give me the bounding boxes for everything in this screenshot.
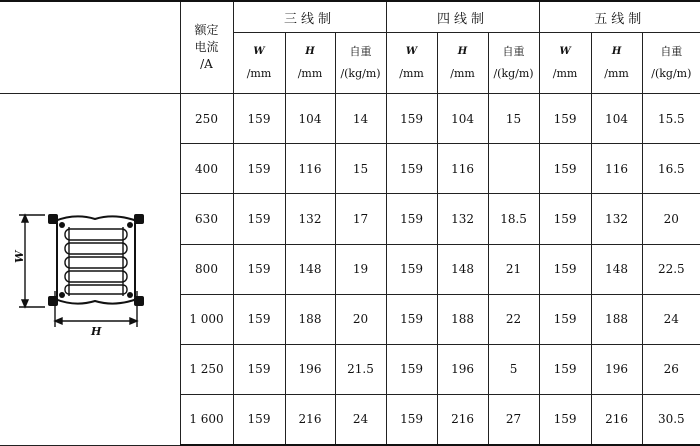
value-cell-five-wire-width: 159 <box>539 244 591 294</box>
value-cell-three-wire-weight: 21.5 <box>335 344 386 394</box>
value-cell-three-wire-weight: 17 <box>335 194 386 244</box>
subheader-unit: /mm <box>450 67 475 81</box>
value-cell-five-wire-weight: 24 <box>642 294 700 344</box>
value-cell-five-wire-height: 148 <box>591 244 642 294</box>
value-cell-four-wire-weight: 27 <box>488 394 539 445</box>
subheader-symbol: W <box>559 46 571 58</box>
subheader-unit: /mm <box>246 67 272 81</box>
value-cell-five-wire-weight: 22.5 <box>642 244 700 294</box>
rated-current-line-2: 电流 <box>194 40 219 55</box>
value-cell-three-wire-height: 104 <box>285 94 335 144</box>
table-row <box>0 94 700 144</box>
value-cell-five-wire-height: 216 <box>591 394 642 445</box>
subheader-symbol: H <box>305 46 315 58</box>
value-cell-three-wire-width: 159 <box>233 294 285 344</box>
subheader-five-wire-height <box>591 33 642 94</box>
value-cell-five-wire-weight: 16.5 <box>642 144 700 194</box>
figure-label-w: W <box>12 250 26 264</box>
value-cell-three-wire-height: 132 <box>285 194 335 244</box>
value-cell-three-wire-height: 188 <box>285 294 335 344</box>
value-cell-five-wire-height: 196 <box>591 344 642 394</box>
busway-section-figure <box>0 94 180 445</box>
value-cell-four-wire-width: 159 <box>386 294 437 344</box>
subheader-four-wire-width <box>386 33 437 94</box>
rated-current-cell: 800 <box>180 244 233 294</box>
value-cell-four-wire-height: 104 <box>437 94 488 144</box>
subheader-three-wire-width <box>233 33 285 94</box>
value-cell-four-wire-weight: 22 <box>488 294 539 344</box>
value-cell-three-wire-width: 159 <box>233 144 285 194</box>
value-cell-three-wire-weight: 20 <box>335 294 386 344</box>
subheader-unit: /mm <box>604 67 629 81</box>
value-cell-four-wire-height: 132 <box>437 194 488 244</box>
value-cell-three-wire-weight: 19 <box>335 244 386 294</box>
value-cell-four-wire-width: 159 <box>386 394 437 445</box>
subheader-four-wire-weight <box>488 33 539 94</box>
subheader-unit: /(kg/m) <box>340 67 381 81</box>
figure-header-blank <box>0 1 180 94</box>
value-cell-five-wire-height: 104 <box>591 94 642 144</box>
value-cell-five-wire-width: 159 <box>539 94 591 144</box>
rated-current-cell: 250 <box>180 94 233 144</box>
group-header-three-wire: 三线制 <box>233 1 386 33</box>
subheader-three-wire-height <box>285 33 335 94</box>
value-cell-three-wire-width: 159 <box>233 344 285 394</box>
value-cell-three-wire-width: 159 <box>233 244 285 294</box>
subheader-unit: /mm <box>297 67 323 81</box>
rated-current-cell: 400 <box>180 144 233 194</box>
value-cell-four-wire-width: 159 <box>386 194 437 244</box>
value-cell-three-wire-width: 159 <box>233 94 285 144</box>
subheader-symbol: 自重 <box>349 45 372 59</box>
subheader-symbol: 自重 <box>502 45 525 59</box>
value-cell-four-wire-width: 159 <box>386 344 437 394</box>
subheader-unit: /(kg/m) <box>493 67 534 81</box>
rated-current-line-3: /A <box>200 57 213 72</box>
rated-current-line-1: 额定 <box>194 23 219 38</box>
subheader-five-wire-width <box>539 33 591 94</box>
rated-current-cell: 1 000 <box>180 294 233 344</box>
rated-current-cell: 1 250 <box>180 344 233 394</box>
value-cell-five-wire-height: 116 <box>591 144 642 194</box>
value-cell-four-wire-weight: 21 <box>488 244 539 294</box>
value-cell-five-wire-width: 159 <box>539 144 591 194</box>
value-cell-four-wire-height: 116 <box>437 144 488 194</box>
value-cell-five-wire-weight: 15.5 <box>642 94 700 144</box>
rated-current-cell: 630 <box>180 194 233 244</box>
figure-label-h: H <box>90 325 102 339</box>
spec-table-body <box>0 94 700 445</box>
subheader-symbol: H <box>611 46 622 58</box>
rated-current-cell: 1 600 <box>180 394 233 445</box>
value-cell-four-wire-weight <box>488 144 539 194</box>
value-cell-five-wire-width: 159 <box>539 294 591 344</box>
group-header-four-wire: 四线制 <box>386 1 539 33</box>
value-cell-three-wire-weight: 14 <box>335 94 386 144</box>
value-cell-five-wire-height: 132 <box>591 194 642 244</box>
value-cell-four-wire-width: 159 <box>386 94 437 144</box>
value-cell-three-wire-width: 159 <box>233 394 285 445</box>
value-cell-five-wire-weight: 20 <box>642 194 700 244</box>
subheader-symbol: W <box>405 46 418 58</box>
subheader-symbol: H <box>457 46 468 58</box>
subheader-symbol: W <box>253 46 265 58</box>
value-cell-three-wire-height: 216 <box>285 394 335 445</box>
subheader-symbol: 自重 <box>660 45 683 59</box>
value-cell-three-wire-weight: 24 <box>335 394 386 445</box>
header-row-groups <box>0 1 700 33</box>
subheader-three-wire-weight <box>335 33 386 94</box>
value-cell-four-wire-weight: 18.5 <box>488 194 539 244</box>
subheader-four-wire-height <box>437 33 488 94</box>
value-cell-three-wire-width: 159 <box>233 194 285 244</box>
value-cell-five-wire-height: 188 <box>591 294 642 344</box>
value-cell-three-wire-weight: 15 <box>335 144 386 194</box>
rated-current-header <box>180 1 233 94</box>
value-cell-four-wire-width: 159 <box>386 244 437 294</box>
value-cell-four-wire-width: 159 <box>386 144 437 194</box>
value-cell-four-wire-height: 196 <box>437 344 488 394</box>
value-cell-four-wire-weight: 15 <box>488 94 539 144</box>
subheader-unit: /mm <box>399 67 424 81</box>
value-cell-five-wire-weight: 26 <box>642 344 700 394</box>
value-cell-five-wire-width: 159 <box>539 344 591 394</box>
value-cell-four-wire-height: 188 <box>437 294 488 344</box>
subheader-unit: /(kg/m) <box>651 67 692 81</box>
subheader-five-wire-weight <box>642 33 700 94</box>
value-cell-four-wire-height: 148 <box>437 244 488 294</box>
value-cell-five-wire-width: 159 <box>539 394 591 445</box>
value-cell-three-wire-height: 116 <box>285 144 335 194</box>
value-cell-three-wire-height: 196 <box>285 344 335 394</box>
value-cell-five-wire-width: 159 <box>539 194 591 244</box>
value-cell-four-wire-height: 216 <box>437 394 488 445</box>
busway-cross-section-drawing <box>12 199 165 339</box>
group-header-five-wire: 五线制 <box>539 1 700 33</box>
value-cell-three-wire-height: 148 <box>285 244 335 294</box>
subheader-unit: /mm <box>552 67 578 81</box>
value-cell-four-wire-weight: 5 <box>488 344 539 394</box>
value-cell-five-wire-weight: 30.5 <box>642 394 700 445</box>
